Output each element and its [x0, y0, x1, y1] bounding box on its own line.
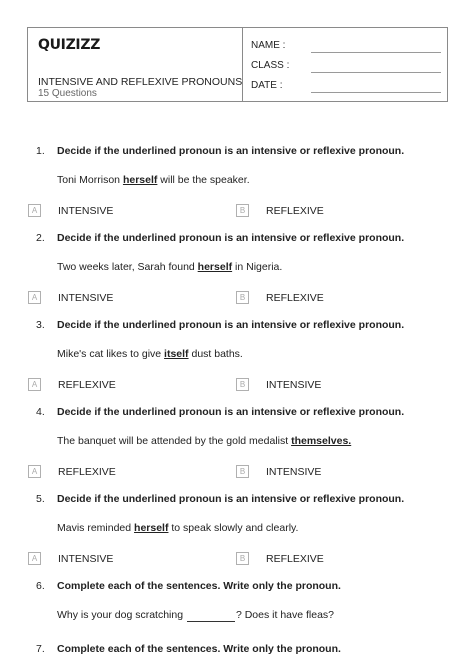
question-number: 4. [36, 406, 45, 418]
date-line[interactable] [311, 92, 441, 93]
question-sentence [57, 609, 334, 622]
sentence-before: Why is your dog scratching [57, 609, 186, 621]
question-sentence [57, 261, 282, 273]
option-letter-b: B [236, 552, 249, 565]
worksheet-header [27, 27, 448, 102]
class-field[interactable] [251, 60, 441, 74]
option-label: INTENSIVE [266, 379, 322, 391]
question-prompt: Complete each of the sentences. Write only the pronoun. [57, 580, 341, 592]
option-label: REFLEXIVE [266, 553, 324, 565]
option-letter-b: B [236, 378, 249, 391]
question-number: 6. [36, 580, 45, 592]
question-number: 3. [36, 319, 45, 331]
question-prompt: Decide if the underlined pronoun is an intensive or reflexive pronoun. [57, 145, 405, 157]
sentence-after: dust baths. [188, 348, 243, 360]
question-sentence [57, 522, 298, 534]
question-sentence [57, 174, 250, 186]
sentence-after: to speak slowly and clearly. [168, 522, 299, 534]
date-label: DATE : [251, 80, 283, 91]
option-label: REFLEXIVE [58, 379, 116, 391]
question-prompt: Decide if the underlined pronoun is an intensive or reflexive pronoun. [57, 406, 405, 418]
underlined-pronoun: herself [197, 261, 233, 273]
option-letter-a: A [28, 204, 41, 217]
question-number: 1. [36, 145, 45, 157]
question-sentence [57, 348, 243, 360]
option-label: REFLEXIVE [58, 466, 116, 478]
sentence-before: Toni Morrison [57, 174, 123, 186]
date-field[interactable] [251, 80, 441, 94]
sentence-after: in Nigeria. [232, 261, 283, 273]
option-letter-b: B [236, 291, 249, 304]
question-prompt: Decide if the underlined pronoun is an intensive or reflexive pronoun. [57, 232, 405, 244]
quizizz-logo: QUIZIZZ [38, 37, 101, 53]
worksheet-title: INTENSIVE AND REFLEXIVE PRONOUNS [38, 76, 243, 88]
option-letter-a: A [28, 378, 41, 391]
name-label: NAME : [251, 40, 286, 51]
question-prompt: Decide if the underlined pronoun is an intensive or reflexive pronoun. [57, 319, 405, 331]
option-label: REFLEXIVE [266, 292, 324, 304]
question-number: 2. [36, 232, 45, 244]
underlined-pronoun: herself [122, 174, 158, 186]
option-letter-a: A [28, 552, 41, 565]
sentence-before: Two weeks later, Sarah found [57, 261, 198, 273]
sentence-after: will be the speaker. [157, 174, 250, 186]
option-label: INTENSIVE [58, 292, 114, 304]
sentence-after: ? Does it have fleas? [235, 609, 335, 621]
name-field[interactable] [251, 40, 441, 54]
question-prompt: Complete each of the sentences. Write only the pronoun. [57, 643, 341, 655]
name-line[interactable] [311, 52, 441, 53]
option-label: INTENSIVE [58, 553, 114, 565]
header-divider [242, 28, 243, 101]
question-number: 7. [36, 643, 45, 655]
sentence-before: Mike's cat likes to give [57, 348, 165, 360]
underlined-pronoun: herself [134, 522, 169, 534]
option-letter-a: A [28, 465, 41, 478]
question-number: 5. [36, 493, 45, 505]
sentence-before: The banquet will be attended by the gold medalist [57, 435, 292, 447]
question-sentence [57, 435, 351, 447]
underlined-pronoun: themselves. [291, 435, 352, 447]
option-letter-b: B [236, 465, 249, 478]
option-label: INTENSIVE [266, 466, 322, 478]
underlined-pronoun: itself [164, 348, 189, 360]
option-label: REFLEXIVE [266, 205, 324, 217]
question-count: 15 Questions [38, 88, 97, 99]
question-prompt: Decide if the underlined pronoun is an intensive or reflexive pronoun. [57, 493, 405, 505]
class-label: CLASS : [251, 60, 290, 71]
sentence-before: Mavis reminded [57, 522, 135, 534]
class-line[interactable] [311, 72, 441, 73]
option-letter-a: A [28, 291, 41, 304]
option-label: INTENSIVE [58, 205, 114, 217]
answer-blank[interactable] [187, 609, 235, 622]
option-letter-b: B [236, 204, 249, 217]
